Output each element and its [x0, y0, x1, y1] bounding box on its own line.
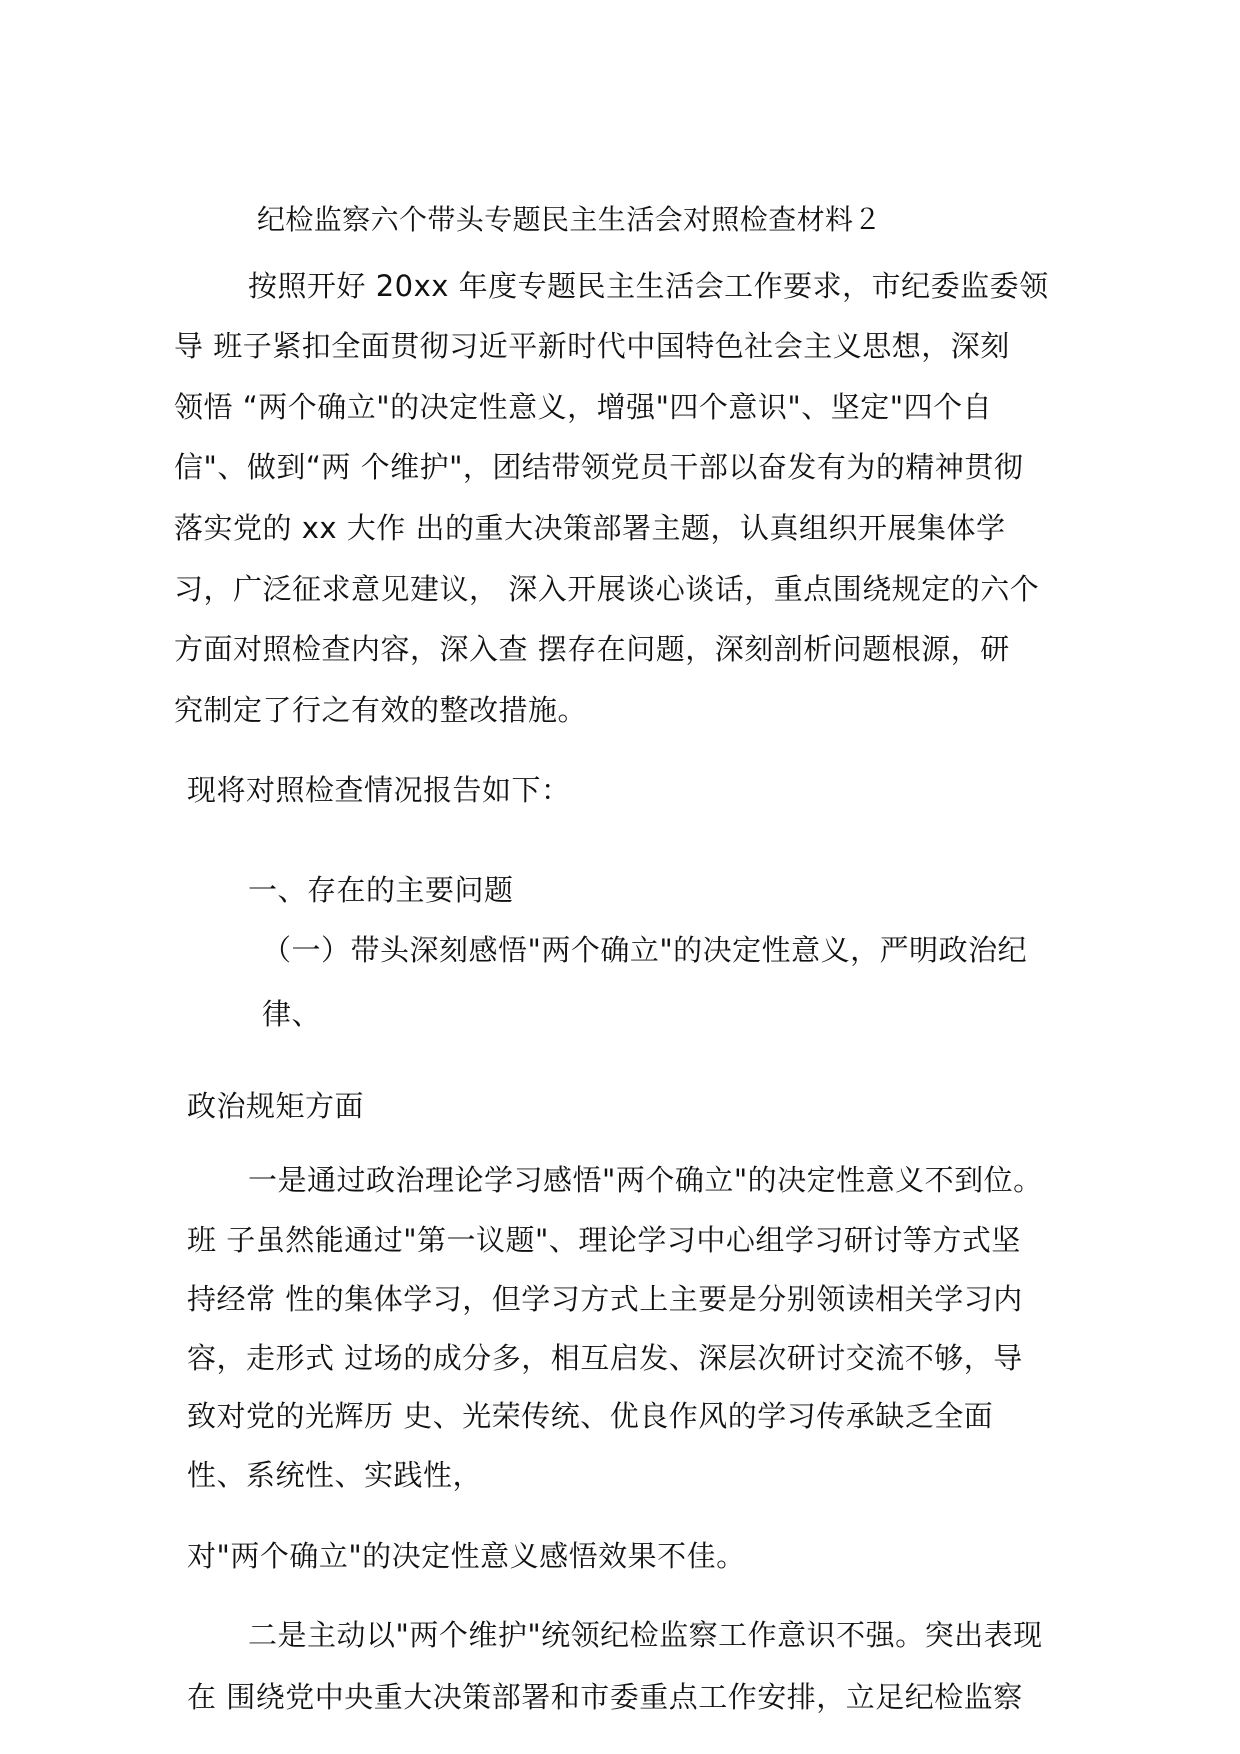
point1-line: 一是通过政治理论学习感悟"两个确立"的决定性意义不到位。 [248, 1163, 1043, 1197]
intro-line: 究制定了行之有效的整改措施。 [174, 693, 588, 727]
point1-line: 班 子虽然能通过"第一议题"、理论学习中心组学习研讨等方式坚 [187, 1223, 1021, 1257]
subsection-heading-line: （一）带头深刻感悟"两个确立"的决定性意义，严明政治纪 [262, 933, 1028, 967]
intro-line: 习，广泛征求意见建议， 深入开展谈心谈话，重点围绕规定的六个 [174, 572, 1040, 606]
intro-line: 领悟 “两个确立"的决定性意义，增强"四个意识"、坚定"四个自 [174, 390, 993, 424]
point1-line: 致对党的光辉历 史、光荣传统、优良作风的学习传承缺乏全面 [187, 1399, 994, 1433]
section-heading: 一、存在的主要问题 [248, 873, 514, 907]
document-title: 纪检监察六个带头专题民主生活会对照检查材料２ [257, 203, 882, 236]
point1-line: 对"两个确立"的决定性意义感悟效果不佳。 [187, 1539, 746, 1573]
point2-line: 二是主动以"两个维护"统领纪检监察工作意识不强。突出表现 [248, 1618, 1043, 1652]
report-intro: 现将对照检查情况报告如下： [187, 773, 571, 807]
subsection-heading-line: 律、 [262, 997, 322, 1031]
point1-line: 持经常 性的集体学习，但学习方式上主要是分别领读相关学习内 [187, 1282, 1023, 1316]
intro-line: 按照开好 20xx 年度专题民主生活会工作要求，市纪委监委领 [248, 269, 1049, 303]
subsection-heading-line: 政治规矩方面 [187, 1089, 365, 1123]
point1-line: 性、系统性、实践性， [187, 1458, 483, 1492]
intro-line: 方面对照检查内容，深入查 摆存在问题，深刻剖析问题根源，研 [174, 632, 1010, 666]
intro-line: 落实党的 xx 大作 出的重大决策部署主题，认真组织开展集体学 [174, 511, 1006, 545]
intro-line: 导 班子紧扣全面贯彻习近平新时代中国特色社会主义思想，深刻 [174, 329, 1010, 363]
point1-line: 容，走形式 过场的成分多，相互启发、深层次研讨交流不够，导 [187, 1341, 1023, 1375]
intro-line: 信"、做到“两 个维护"，团结带领党员干部以奋发有为的精神贯彻 [174, 450, 1024, 484]
point2-line: 在 围绕党中央重大决策部署和市委重点工作安排，立足纪检监察 [187, 1680, 1023, 1714]
